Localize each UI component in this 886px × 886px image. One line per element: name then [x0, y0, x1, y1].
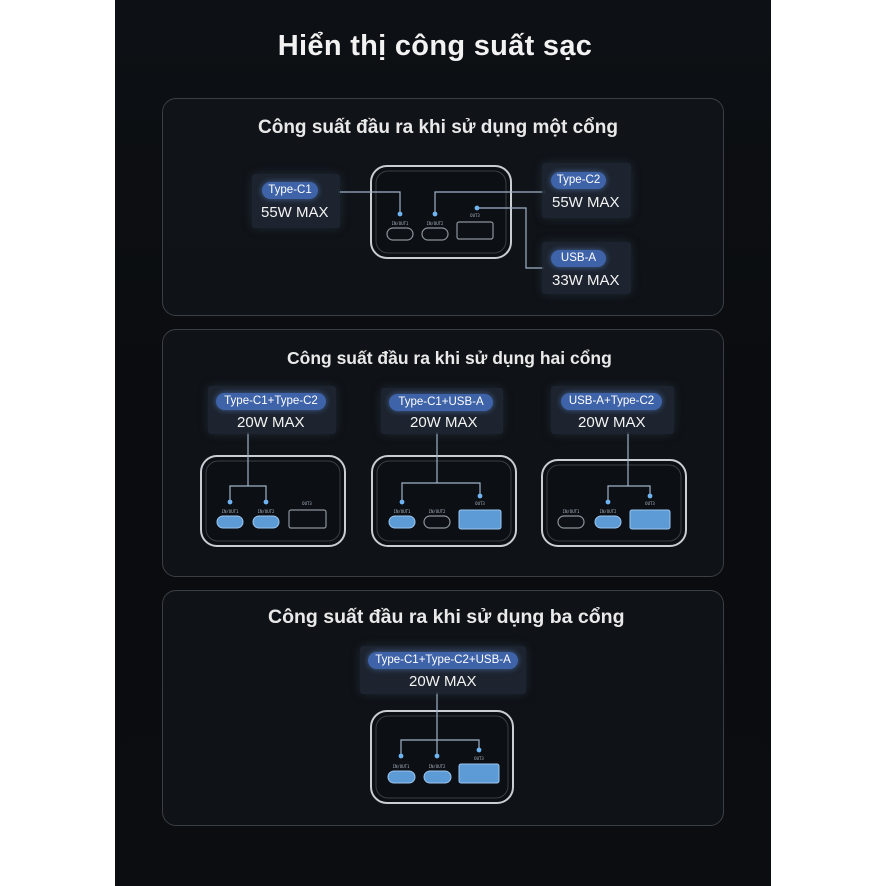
type-c2-power: 55W MAX: [552, 194, 620, 211]
svg-text:IN/OUT1: IN/OUT1: [391, 221, 409, 226]
usba-c2-pill: USB-A+Type-C2: [561, 393, 662, 410]
svg-text:OUT3: OUT3: [470, 213, 480, 218]
type-c1-pill: Type-C1: [262, 182, 318, 199]
dual-port-heading: Công suất đầu ra khi sử dụng hai cổng: [287, 348, 612, 368]
type-c2-pill: Type-C2: [551, 172, 606, 189]
usb-a-pill: USB-A: [551, 250, 606, 267]
all-ports-power: 20W MAX: [409, 673, 477, 690]
single-port-heading: Công suất đầu ra khi sử dụng một cổng: [258, 117, 618, 138]
page-title: Hiển thị công suất sạc: [277, 30, 593, 62]
svg-text:IN/OUT1: IN/OUT1: [562, 509, 580, 514]
svg-text:IN/OUT1: IN/OUT1: [393, 509, 411, 514]
triple-port-heading: Công suất đầu ra khi sử dụng ba cổng: [268, 606, 625, 628]
type-c1-power: 55W MAX: [261, 204, 329, 221]
svg-text:OUT3: OUT3: [645, 501, 655, 506]
usba-c2-power: 20W MAX: [578, 414, 646, 431]
svg-text:IN/OUT1: IN/OUT1: [392, 764, 410, 769]
svg-text:OUT3: OUT3: [302, 501, 312, 506]
svg-text:IN/OUT2: IN/OUT2: [257, 509, 275, 514]
svg-text:IN/OUT2: IN/OUT2: [426, 221, 444, 226]
svg-text:IN/OUT2: IN/OUT2: [428, 509, 446, 514]
svg-text:IN/OUT2: IN/OUT2: [428, 764, 446, 769]
svg-text:OUT3: OUT3: [474, 756, 484, 761]
all-ports-pill: Type-C1+Type-C2+USB-A: [368, 652, 518, 669]
svg-text:IN/OUT1: IN/OUT1: [221, 509, 239, 514]
c1-usba-pill: Type-C1+USB-A: [389, 394, 493, 411]
svg-text:IN/OUT2: IN/OUT2: [599, 509, 617, 514]
usb-a-power: 33W MAX: [552, 272, 620, 289]
c1-c2-pill: Type-C1+Type-C2: [216, 393, 326, 410]
c1-c2-power: 20W MAX: [237, 414, 305, 431]
c1-usba-power: 20W MAX: [410, 414, 478, 431]
power-bank-device-all: [371, 692, 513, 803]
svg-text:OUT3: OUT3: [475, 501, 485, 506]
